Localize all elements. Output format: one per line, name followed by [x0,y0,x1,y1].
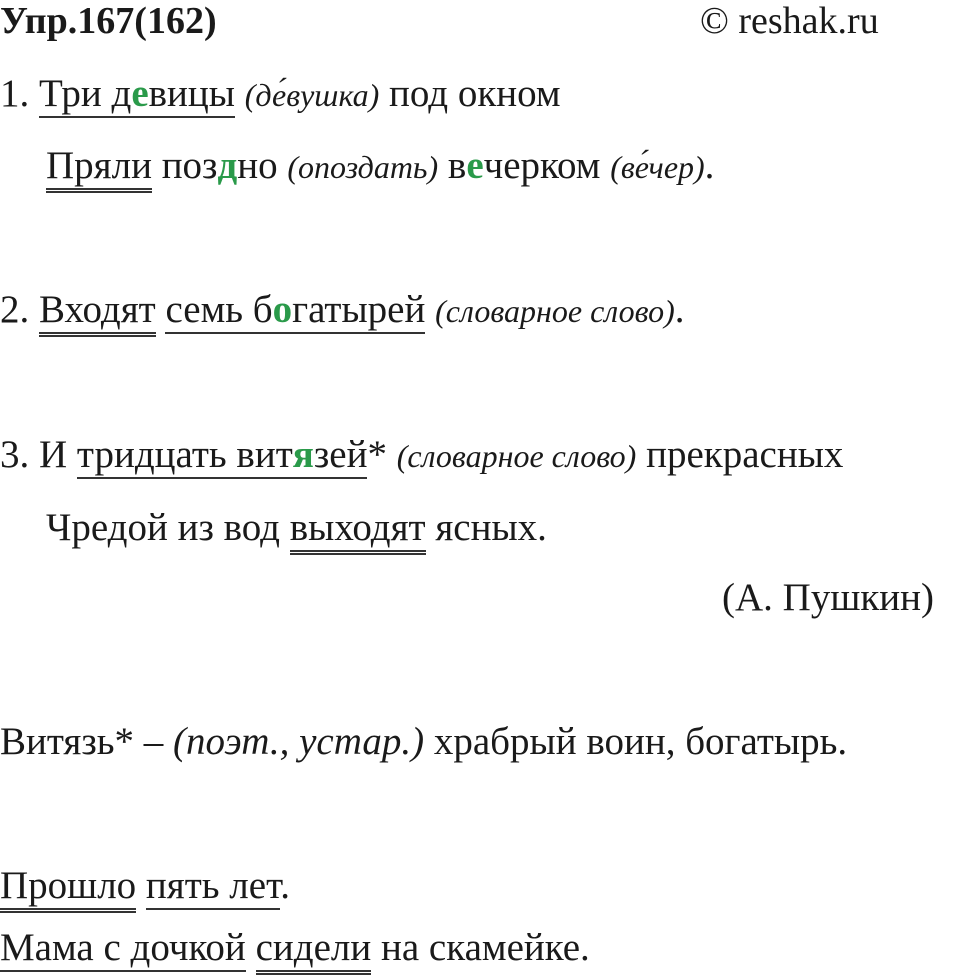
ex1-hint-devushka: (де́вушка) [244,77,380,113]
ex1-hint-opozdat: (опоздать) [287,149,439,185]
extra-line2 [0,928,590,967]
ex1-word-tri: Три [39,72,102,115]
ex3-line2-start: Чредой из вод [46,506,280,549]
ex1-pozdno-part-a: поз [161,144,218,187]
ex2-number: 2. [0,288,30,331]
ex3-line2 [46,508,547,547]
ex3-line2-end: ясных. [435,506,547,549]
site-watermark: © reshak.ru [700,0,879,42]
ex1-line2 [46,146,714,185]
ex1-rest: под окном [389,72,561,115]
ex3-rest: прекрасных [646,433,844,476]
extra2-subject: Мама с дочкой [0,926,246,972]
ex2-end-period: . [674,288,685,331]
ex1-pozdno-highlight: д [217,144,238,187]
extra2-rest: на скамейке. [380,926,590,969]
ex2-subject-highlight: о [272,288,293,331]
footnote-line [0,722,847,761]
ex3-number: 3. И [0,433,68,476]
footnote-term: Витязь* – [0,720,164,763]
ex1-devitsy-part-b: вицы [148,72,235,115]
footnote-definition: храбрый воин, богатырь. [433,720,848,763]
ex1-word-pozdno [162,144,278,187]
ex3-hint: (словарное слово) [396,438,637,474]
exercise-title: Упр.167(162) [0,0,217,42]
ex3-subject-highlight: я [292,433,314,476]
ex2-line [0,290,684,329]
ex3-line1 [0,435,843,474]
ex2-hint: (словарное слово) [435,293,675,329]
ex1-vecherkom-part-a: в [447,144,467,187]
extra-line1 [0,866,290,905]
footnote-gloss: (поэт., устар.) [173,720,425,763]
ex2-predicate: Входят [39,288,156,337]
author-attribution: (А. Пушкин) [722,576,935,619]
extra1-predicate: Прошло [0,864,136,913]
ex2-subject-part-a: семь б [165,288,273,331]
ex1-number: 1. [0,72,30,115]
ex1-predicate: Пряли [46,144,152,193]
extra2-predicate: сидели [256,926,372,975]
ex1-hint-vecher: (ве́чер) [610,149,705,185]
ex3-predicate: выходят [290,506,426,555]
ex1-devitsy-highlight: е [131,72,149,115]
ex1-subject [39,72,235,118]
extra1-subject: пять лет [146,864,280,910]
ex3-subject-part-b: зей [313,433,368,476]
ex1-vecherkom-highlight: е [466,144,484,187]
ex3-star: * [367,433,387,476]
ex1-word-devitsy [111,72,235,115]
ex1-vecherkom-part-b: черком [483,144,601,187]
ex3-subject [77,433,368,479]
extra1-end-period: . [280,864,290,907]
ex1-line1 [0,74,561,113]
ex1-pozdno-part-b: но [237,144,278,187]
ex1-devitsy-part-a: д [111,72,132,115]
ex1-word-vecherkom [448,144,601,187]
ex1-end-period: . [704,144,715,187]
ex2-subject [165,288,425,334]
ex2-subject-part-b: гатырей [292,288,426,331]
ex3-subject-part-a: тридцать вит [76,433,293,476]
